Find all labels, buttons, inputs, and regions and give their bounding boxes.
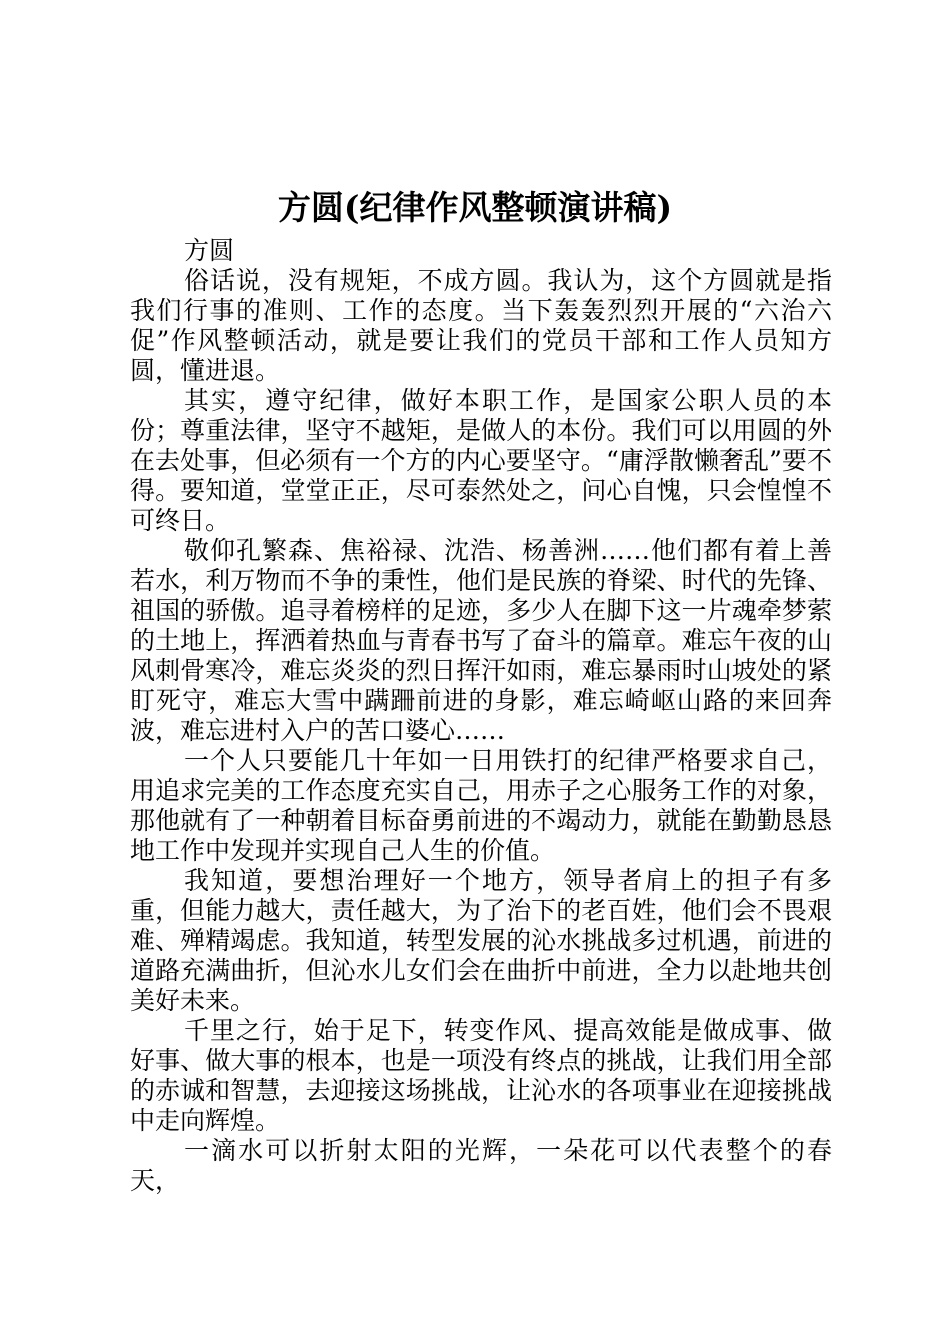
paragraph: 我知道，要想治理好一个地方，领导者肩上的担子有多重，但能力越大，责任越大，为了治下的老百姓，他们会不畏艰难、殚精竭虑。我知道，转型发展的沁水挑战多过机遇，前进的道路充满曲折，但沁水儿女们会在曲折中前进，全力以赴地共创美好未来。: [130, 866, 832, 1015]
paragraph: 敬仰孔繁森、焦裕禄、沈浩、杨善洲……他们都有着上善若水，利万物而不争的秉性，他们是民族的脊梁、时代的先锋、祖国的骄傲。追寻着榜样的足迹，多少人在脚下这一片魂牵梦萦的土地上，挥洒着热血与青春书写了奋斗的篇章。难忘午夜的山风刺骨寒冷，难忘炎炎的烈日挥汗如雨，难忘暴雨时山坡处的紧盯死守，难忘大雪中蹒跚前进的身影，难忘崎岖山路的来回奔波，难忘进村入户的苦口婆心……: [130, 536, 832, 745]
paragraph: 千里之行，始于足下，转变作风、提高效能是做成事、做好事、做大事的根本，也是一项没有终点的挑战，让我们用全部的赤诚和智慧，去迎接这场挑战，让沁水的各项事业在迎接挑战中走向辉煌。: [130, 1016, 832, 1135]
document-body: [130, 236, 832, 1196]
paragraph: 其实，遵守纪律，做好本职工作，是国家公职人员的本份；尊重法律，坚守不越矩，是做人的本份。我们可以用圆的外在去处事，但必须有一个方的内心要坚守。“庸浮散懒奢乱”要不得。要知道，堂堂正正，尽可泰然处之，问心自愧，只会惶惶不可终日。: [130, 386, 832, 535]
paragraph-heading: 方圆: [184, 236, 235, 265]
document-title: 方圆(纪律作风整顿演讲稿): [277, 188, 673, 227]
paragraph: 俗话说，没有规矩，不成方圆。我认为，这个方圆就是指我们行事的准则、工作的态度。当下轰轰烈烈开展的“六治六促”作风整顿活动，就是要让我们的党员干部和工作人员知方圆，懂进退。: [130, 266, 832, 385]
paragraph: 一滴水可以折射太阳的光辉，一朵花可以代表整个的春天，: [130, 1136, 832, 1195]
paragraph: 一个人只要能几十年如一日用铁打的纪律严格要求自己，用追求完美的工作态度充实自己，用赤子之心服务工作的对象，那他就有了一种朝着目标奋勇前进的不竭动力，就能在勤勤恳恳地工作中发现并实现自己人生的价值。: [130, 746, 832, 865]
